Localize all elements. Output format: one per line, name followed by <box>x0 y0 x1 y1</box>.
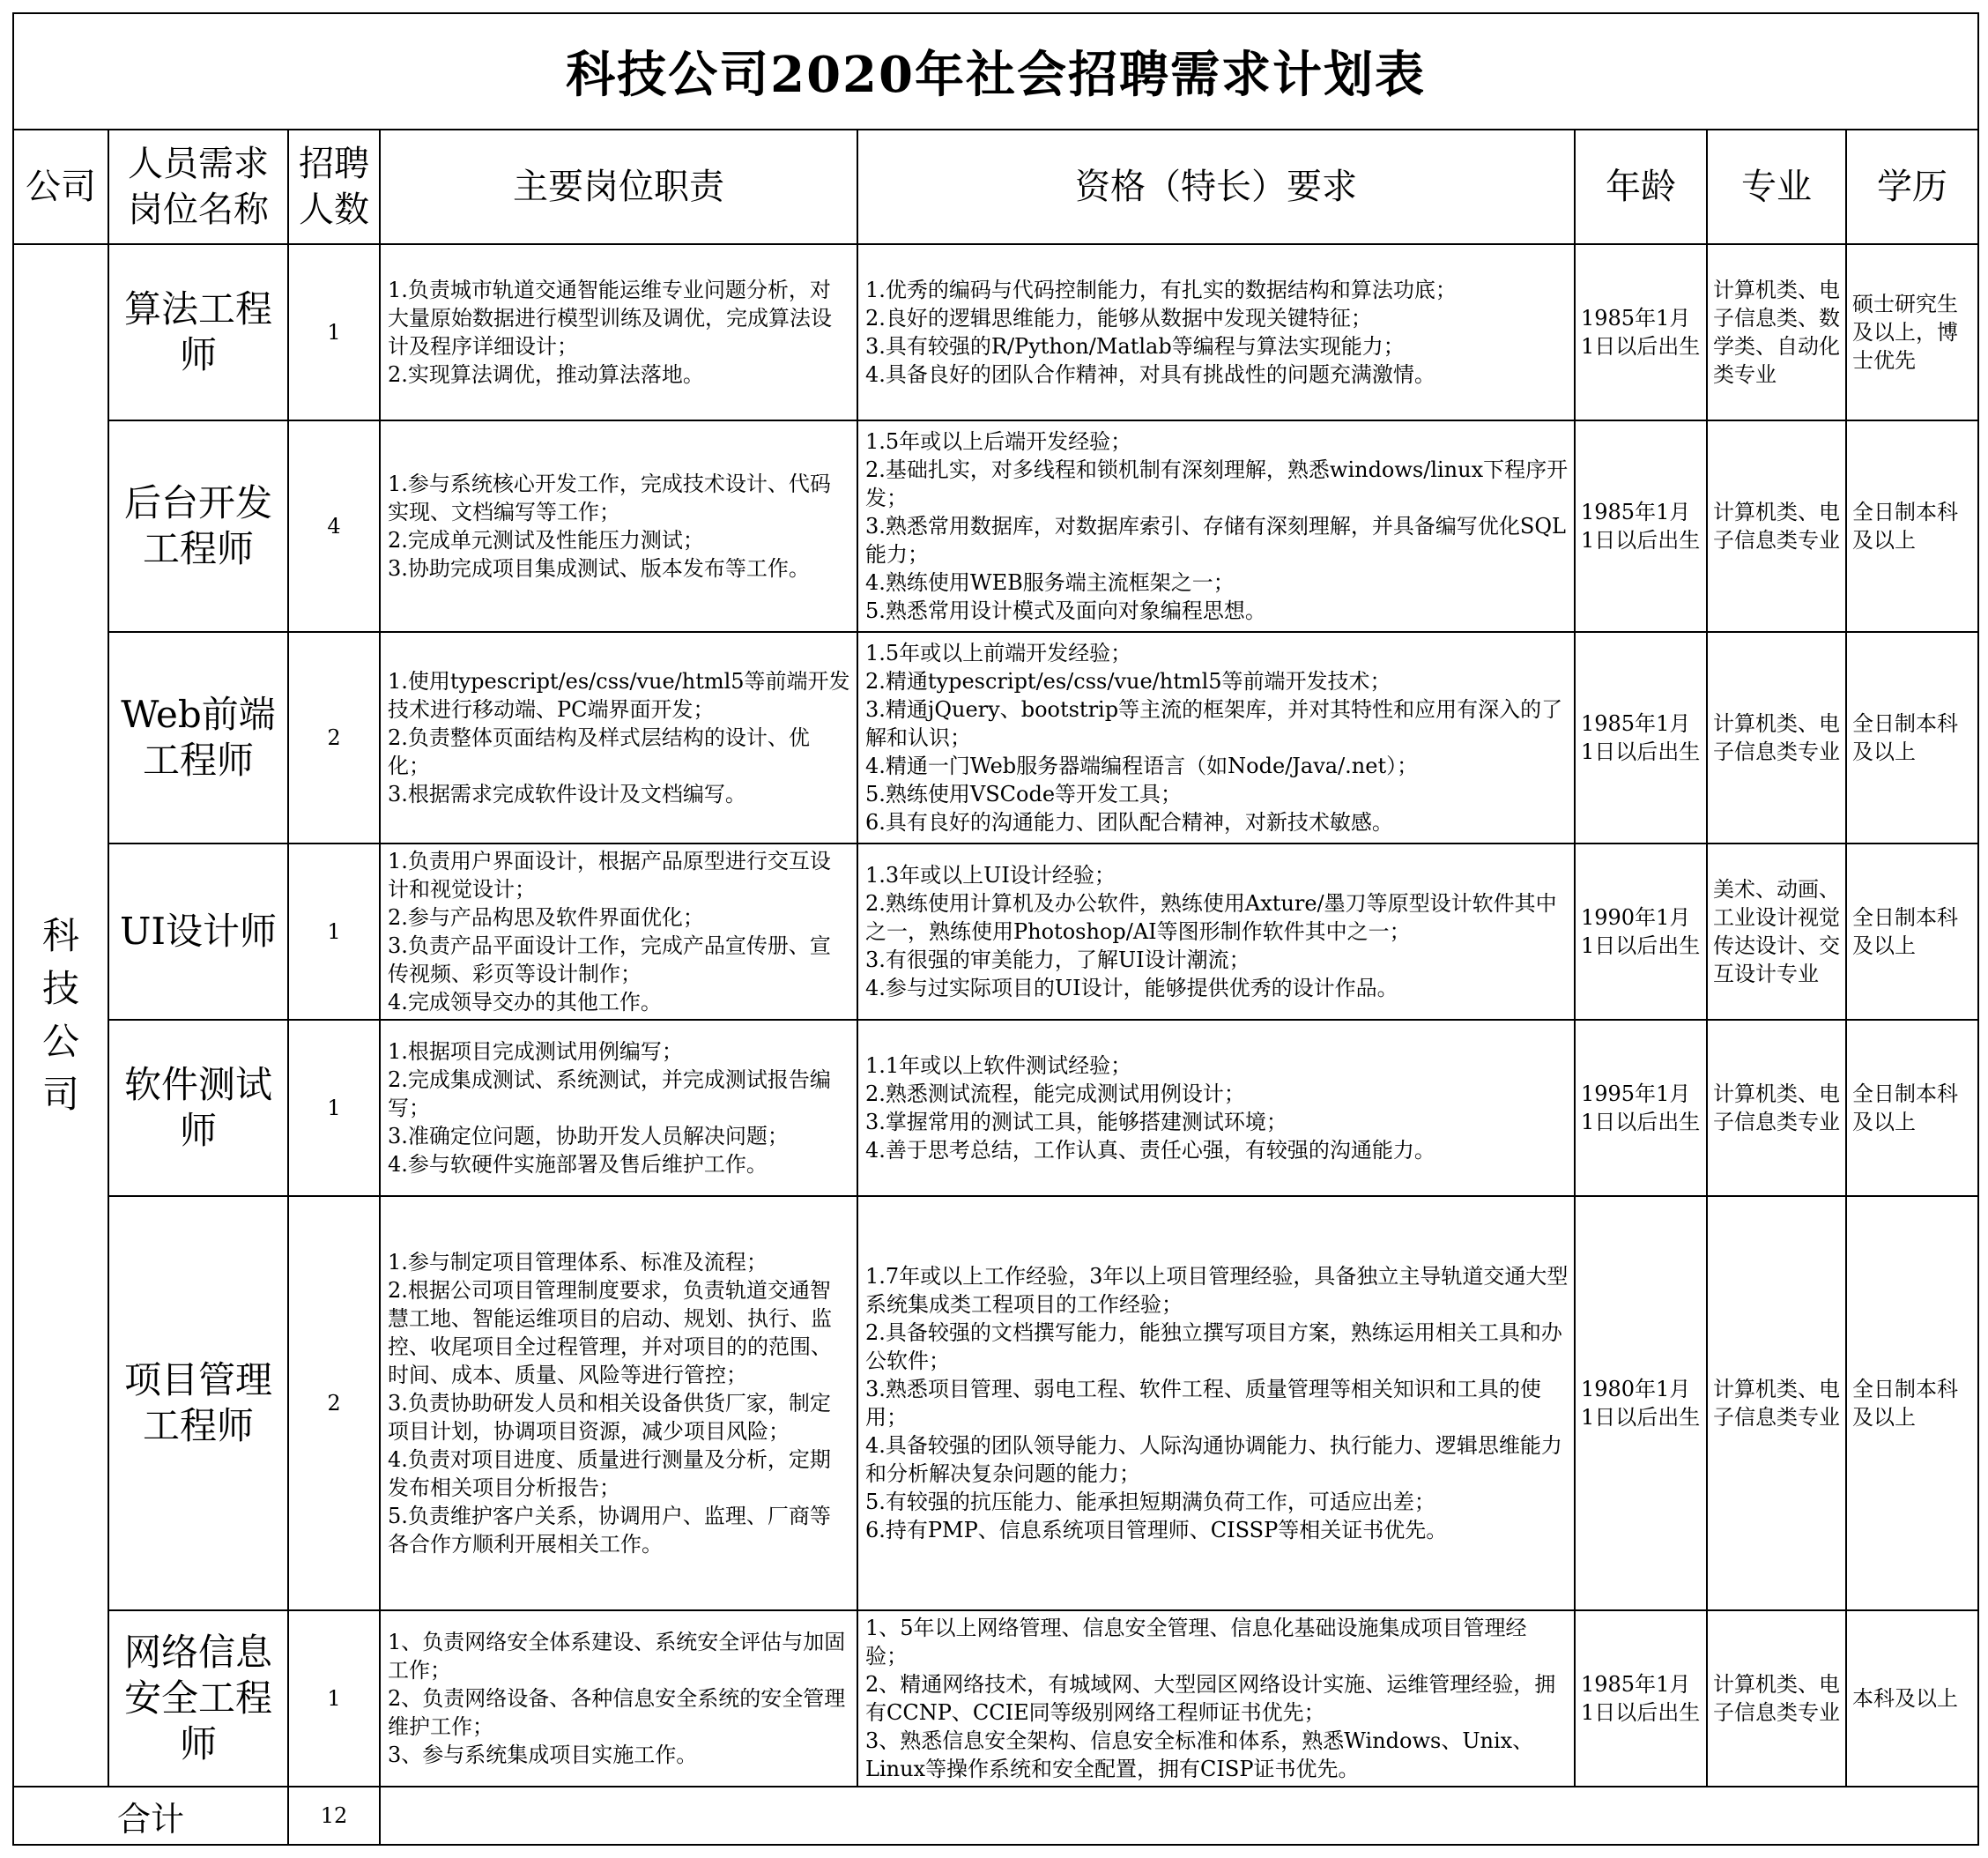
hire-count: 2 <box>288 1196 380 1610</box>
age-requirement: 1995年1月1日以后出生 <box>1575 1020 1707 1196</box>
header-position: 人员需求岗位名称 <box>108 130 288 244</box>
total-count: 12 <box>288 1787 380 1845</box>
major-requirement: 计算机类、电子信息类专业 <box>1707 632 1846 844</box>
requirement-item: 3.掌握常用的测试工具，能够搭建测试环境； <box>865 1110 1287 1134</box>
duty-item: 1.使用typescript/es/css/vue/html5等前端开发技术进行移动端、PC端界面开发； <box>388 669 850 722</box>
requirement-item: 3.熟悉项目管理、弱电工程、软件工程、质量管理等相关知识和工具的使用； <box>865 1377 1541 1430</box>
duty-item: 2.根据公司项目管理制度要求，负责轨道交通智慧工地、智能运维项目的启动、规划、执行、监控、收尾项目全过程管理，并对项目的的范围、时间、成本、质量、风险等进行管控； <box>388 1278 832 1387</box>
major-requirement: 计算机类、电子信息类、数学类、自动化类专业 <box>1707 244 1846 420</box>
table-row <box>13 1020 1978 1196</box>
requirements-list <box>857 1196 1575 1610</box>
education-requirement: 本科及以上 <box>1846 1610 1978 1787</box>
requirement-item: 2、精通网络技术，有城域网、大型园区网络设计实施、运维管理经验，拥有CCNP、CCIE同等级别网络工程师证书优先； <box>865 1672 1556 1725</box>
hire-count: 1 <box>288 844 380 1020</box>
company-char: 技 <box>41 967 79 1010</box>
total-row <box>13 1787 1978 1845</box>
hire-count: 1 <box>288 244 380 420</box>
total-label: 合计 <box>13 1787 288 1845</box>
requirement-item: 1.1年或以上软件测试经验； <box>865 1053 1132 1078</box>
duty-item: 4.完成领导交办的其他工作。 <box>388 990 662 1014</box>
header-duties: 主要岗位职责 <box>380 130 857 244</box>
header-requirements: 资格（特长）要求 <box>857 130 1575 244</box>
duties-list <box>380 420 857 632</box>
hire-count: 1 <box>288 1020 380 1196</box>
company-char: 司 <box>41 1073 79 1116</box>
requirement-item: 4.参与过实际项目的UI设计，能够提供优秀的设计作品。 <box>865 976 1398 1000</box>
header-education: 学历 <box>1846 130 1978 244</box>
age-requirement: 1985年1月1日以后出生 <box>1575 244 1707 420</box>
recruitment-plan-sheet <box>12 12 1977 1839</box>
duties-list <box>380 844 857 1020</box>
major-requirement: 计算机类、电子信息类专业 <box>1707 1610 1846 1787</box>
duty-item: 1、负责网络安全体系建设、系统安全评估与加固工作； <box>388 1630 846 1683</box>
company-cell <box>13 244 108 1787</box>
major-requirement: 计算机类、电子信息类专业 <box>1707 1020 1846 1196</box>
age-requirement: 1985年1月1日以后出生 <box>1575 632 1707 844</box>
duty-item: 3.负责协助研发人员和相关设备供货厂家，制定项目计划，协调项目资源，减少项目风险； <box>388 1391 831 1444</box>
table-row <box>13 844 1978 1020</box>
duty-item: 1.负责用户界面设计，根据产品原型进行交互设计和视觉设计； <box>388 849 831 902</box>
requirements-list <box>857 420 1575 632</box>
company-char: 科 <box>41 914 79 957</box>
requirement-item: 5.有较强的抗压能力、能承担短期满负荷工作，可适应出差； <box>865 1490 1435 1514</box>
header-count: 招聘人数 <box>288 130 380 244</box>
requirement-item: 5.熟悉常用设计模式及面向对象编程思想。 <box>865 598 1266 623</box>
requirements-list <box>857 1610 1575 1787</box>
requirements-list <box>857 844 1575 1020</box>
age-requirement: 1985年1月1日以后出生 <box>1575 1610 1707 1787</box>
hire-count: 1 <box>288 1610 380 1787</box>
position-name: 项目管理工程师 <box>108 1196 288 1610</box>
requirement-item: 2.熟悉测试流程，能完成测试用例设计； <box>865 1081 1245 1106</box>
hire-count: 4 <box>288 420 380 632</box>
table-row <box>13 244 1978 420</box>
duty-item: 3.协助完成项目集成测试、版本发布等工作。 <box>388 556 810 581</box>
position-name: 网络信息安全工程师 <box>108 1610 288 1787</box>
requirement-item: 1.3年或以上UI设计经验； <box>865 863 1116 888</box>
requirements-list <box>857 632 1575 844</box>
header-company: 公司 <box>13 130 108 244</box>
requirement-item: 4.熟练使用WEB服务端主流框架之一； <box>865 570 1235 595</box>
requirement-item: 2.基础扎实，对多线程和锁机制有深刻理解，熟悉windows/linux下程序开发； <box>865 457 1569 510</box>
requirement-item: 1.优秀的编码与代码控制能力，有扎实的数据结构和算法功底； <box>865 278 1457 302</box>
requirement-item: 6.具有良好的沟通能力、团队配合精神，对新技术敏感。 <box>865 810 1393 835</box>
requirement-item: 2.精通typescript/es/css/vue/html5等前端开发技术； <box>865 669 1391 694</box>
position-name: 算法工程师 <box>108 244 288 420</box>
duty-item: 3.负责产品平面设计工作，完成产品宣传册、宣传视频、彩页等设计制作； <box>388 933 831 986</box>
header-major: 专业 <box>1707 130 1846 244</box>
requirement-item: 5.熟练使用VSCode等开发工具； <box>865 782 1183 806</box>
requirement-item: 1.5年或以上前端开发经验； <box>865 641 1132 665</box>
duty-item: 4.负责对项目进度、质量进行测量及分析，定期发布相关项目分析报告； <box>388 1447 831 1500</box>
duties-list <box>380 1020 857 1196</box>
requirement-item: 3.具有较强的R/Python/Matlab等编程与算法实现能力； <box>865 334 1405 359</box>
requirement-item: 3、熟悉信息安全架构、信息安全标准和体系，熟悉Windows、Unix、Linux等操作系统和安全配置，拥有CISP证书优先。 <box>865 1728 1534 1781</box>
company-char: 公 <box>41 1020 79 1063</box>
requirement-item: 6.持有PMP、信息系统项目管理师、CISSP等相关证书优先。 <box>865 1518 1448 1542</box>
duty-item: 2.完成单元测试及性能压力测试； <box>388 528 704 553</box>
duty-item: 2.完成集成测试、系统测试，并完成测试报告编写； <box>388 1067 831 1120</box>
age-requirement: 1980年1月1日以后出生 <box>1575 1196 1707 1610</box>
duties-list <box>380 1196 857 1610</box>
requirement-item: 2.具备较强的文档撰写能力，能独立撰写项目方案，熟练运用相关工具和办公软件； <box>865 1320 1562 1373</box>
position-name: 软件测试师 <box>108 1020 288 1196</box>
requirement-item: 2.熟练使用计算机及办公软件，熟练使用Axture/墨刀等原型设计软件其中之一，熟练使用Photoshop/AI等图形制作软件其中之一； <box>865 891 1557 944</box>
recruitment-table <box>12 12 1979 1846</box>
total-empty-cell <box>380 1787 1978 1845</box>
education-requirement: 全日制本科及以上 <box>1846 632 1978 844</box>
position-name: UI设计师 <box>108 844 288 1020</box>
table-row <box>13 632 1978 844</box>
requirement-item: 4.具备良好的团队合作精神，对具有挑战性的问题充满激情。 <box>865 362 1435 387</box>
duty-item: 3.准确定位问题，协助开发人员解决问题； <box>388 1124 789 1148</box>
table-row <box>13 1610 1978 1787</box>
requirement-item: 1.5年或以上后端开发经验； <box>865 429 1132 454</box>
duty-item: 2.实现算法调优，推动算法落地。 <box>388 362 704 387</box>
position-name: 后台开发工程师 <box>108 420 288 632</box>
duties-list <box>380 1610 857 1787</box>
education-requirement: 全日制本科及以上 <box>1846 844 1978 1020</box>
duty-item: 1.参与系统核心开发工作，完成技术设计、代码实现、文档编写等工作； <box>388 472 831 524</box>
duties-list <box>380 632 857 844</box>
table-row <box>13 1196 1978 1610</box>
requirement-item: 3.有很强的审美能力，了解UI设计潮流； <box>865 948 1250 972</box>
duty-item: 2、负责网络设备、各种信息安全系统的安全管理维护工作； <box>388 1686 846 1739</box>
duty-item: 1.根据项目完成测试用例编写； <box>388 1039 683 1064</box>
age-requirement: 1985年1月1日以后出生 <box>1575 420 1707 632</box>
education-requirement: 全日制本科及以上 <box>1846 1196 1978 1610</box>
major-requirement: 美术、动画、工业设计视觉传达设计、交互设计专业 <box>1707 844 1846 1020</box>
requirement-item: 3.熟悉常用数据库，对数据库索引、存储有深刻理解，并具备编写优化SQL能力； <box>865 514 1566 567</box>
education-requirement: 全日制本科及以上 <box>1846 1020 1978 1196</box>
education-requirement: 全日制本科及以上 <box>1846 420 1978 632</box>
duty-item: 3、参与系统集成项目实施工作。 <box>388 1743 698 1767</box>
duties-list <box>380 244 857 420</box>
duty-item: 1.参与制定项目管理体系、标准及流程； <box>388 1250 768 1275</box>
position-name: Web前端工程师 <box>108 632 288 844</box>
page-title: 科技公司2020年社会招聘需求计划表 <box>13 13 1978 130</box>
requirement-item: 1.7年或以上工作经验，3年以上项目管理经验，具备独立主导轨道交通大型系统集成类工程项目的工作经验； <box>865 1264 1569 1317</box>
duty-item: 5.负责维护客户关系，协调用户、监理、厂商等各合作方顺利开展相关工作。 <box>388 1504 831 1557</box>
header-row <box>13 130 1978 244</box>
duty-item: 3.根据需求完成软件设计及文档编写。 <box>388 782 746 806</box>
major-requirement: 计算机类、电子信息类专业 <box>1707 1196 1846 1610</box>
requirement-item: 4.善于思考总结，工作认真、责任心强，有较强的沟通能力。 <box>865 1138 1435 1163</box>
duty-item: 2.负责整体页面结构及样式层结构的设计、优化； <box>388 725 810 778</box>
requirements-list <box>857 244 1575 420</box>
header-age: 年龄 <box>1575 130 1707 244</box>
table-row <box>13 420 1978 632</box>
requirement-item: 3.精通jQuery、bootstrip等主流的框架库，并对其特性和应用有深入的了解和认识； <box>865 697 1563 750</box>
requirement-item: 4.精通一门Web服务器端编程语言（如Node/Java/.net）； <box>865 754 1419 778</box>
age-requirement: 1990年1月1日以后出生 <box>1575 844 1707 1020</box>
requirement-item: 2.良好的逻辑思维能力，能够从数据中发现关键特征； <box>865 306 1372 331</box>
major-requirement: 计算机类、电子信息类专业 <box>1707 420 1846 632</box>
title-row <box>13 13 1978 130</box>
duty-item: 2.参与产品构思及软件界面优化； <box>388 905 704 930</box>
hire-count: 2 <box>288 632 380 844</box>
duty-item: 4.参与软硬件实施部署及售后维护工作。 <box>388 1152 768 1177</box>
requirements-list <box>857 1020 1575 1196</box>
duty-item: 1.负责城市轨道交通智能运维专业问题分析，对大量原始数据进行模型训练及调优，完成算法设计及程序详细设计； <box>388 278 832 359</box>
requirement-item: 1、5年以上网络管理、信息安全管理、信息化基础设施集成项目管理经验； <box>865 1616 1527 1668</box>
requirement-item: 4.具备较强的团队领导能力、人际沟通协调能力、执行能力、逻辑思维能力和分析解决复杂问题的能力； <box>865 1433 1562 1486</box>
education-requirement: 硕士研究生及以上，博士优先 <box>1846 244 1978 420</box>
